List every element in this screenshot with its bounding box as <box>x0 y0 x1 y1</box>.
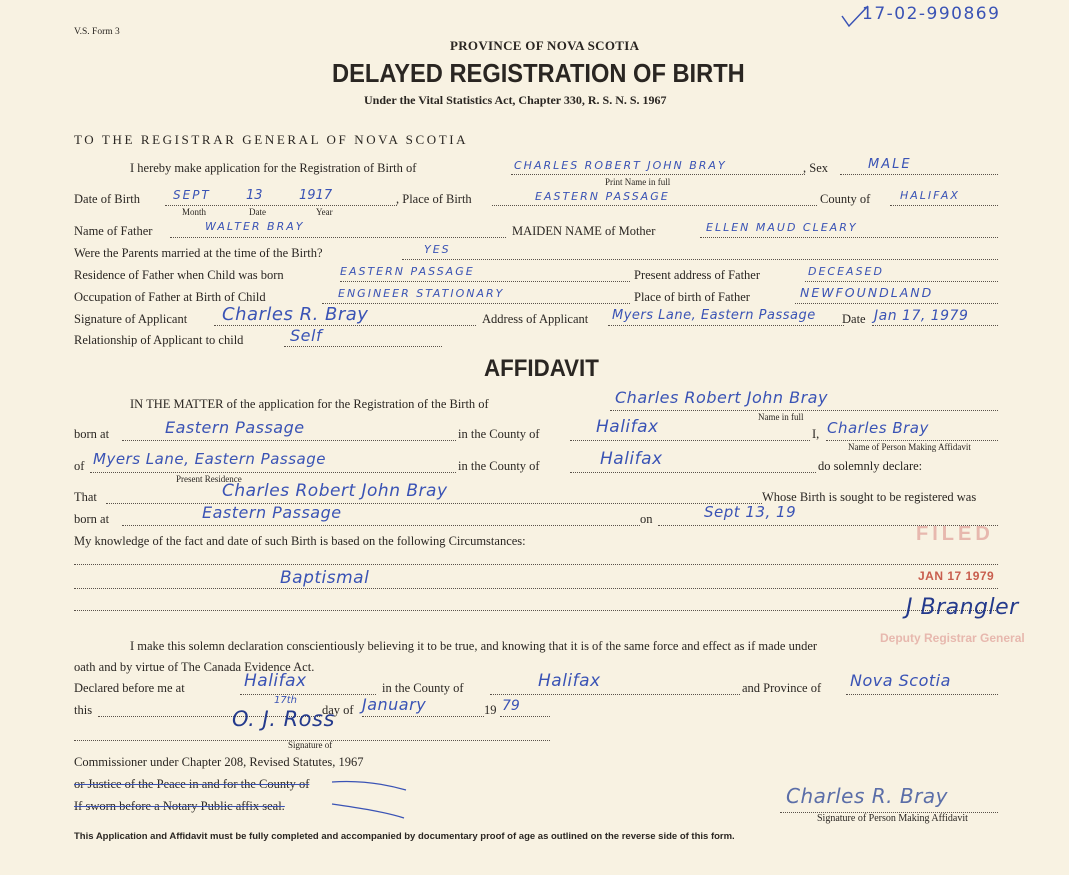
married-label: Were the Parents married at the time of the Birth? <box>74 246 323 260</box>
province-value: Nova Scotia <box>850 671 951 690</box>
born-at-value: Eastern Passage <box>165 418 305 437</box>
relationship-line <box>284 346 442 347</box>
knowledge-label: My knowledge of the fact and date of such Birth is based on the following Circumstances: <box>74 534 526 548</box>
deponent-value: Charles Bray <box>827 419 929 437</box>
matter-name-value: Charles Robert John Bray <box>615 388 828 407</box>
deponent-signature: Charles R. Bray <box>786 784 948 808</box>
dob-line <box>165 205 397 206</box>
born-at-line <box>122 440 456 441</box>
mother-value: ELLEN MAUD CLEARY <box>706 221 858 234</box>
father-present-label: Present address of Father <box>634 268 761 282</box>
father-line <box>170 237 506 238</box>
father-residence-value: EASTERN PASSAGE <box>340 265 475 278</box>
relationship-value: Self <box>290 326 323 345</box>
applicant-address-line <box>608 325 844 326</box>
place-of-birth-line <box>492 205 817 206</box>
stamp-title: Deputy Registrar General <box>880 631 1025 645</box>
commissioner-line-3: If sworn before a Notary Public affix seal. <box>74 799 285 813</box>
declared-at-value: Halifax <box>244 671 307 691</box>
child-name-value: CHARLES ROBERT JOHN BRAY <box>514 159 727 172</box>
county-line <box>890 205 998 206</box>
name-full-caption: Name in full <box>758 412 804 422</box>
residence-value: Myers Lane, Eastern Passage <box>93 450 326 468</box>
county-line-3 <box>570 472 816 473</box>
filed-stamp: FILED <box>916 523 994 545</box>
i-label: I, <box>812 427 820 441</box>
applicant-signature-label: Signature of Applicant <box>74 312 188 326</box>
applicant-signature-value: Charles R. Bray <box>222 304 369 325</box>
month-value: January <box>362 695 427 714</box>
strikeout-mark-icon <box>330 774 410 822</box>
year-value: 79 <box>502 698 520 714</box>
declared-county-value: Halifax <box>538 671 601 691</box>
circumstance-value: Baptismal <box>280 568 370 588</box>
province-heading: PROVINCE OF NOVA SCOTIA <box>450 38 640 53</box>
on-label: on <box>640 512 653 526</box>
addressee: TO THE REGISTRAR GENERAL OF NOVA SCOTIA <box>74 132 469 147</box>
declare-label: do solemnly declare: <box>818 459 923 473</box>
form-subtitle: Under the Vital Statistics Act, Chapter 330, R. S. N. S. 1967 <box>364 93 667 107</box>
deponent-caption: Name of Person Making Affidavit <box>848 442 971 452</box>
mother-line <box>700 237 998 238</box>
dob-year-value: 1917 <box>299 188 333 203</box>
that-label: That <box>74 490 97 504</box>
father-present-value: DECEASED <box>808 265 884 278</box>
declared-at-line <box>240 694 376 695</box>
deponent-line <box>826 440 998 441</box>
commissioner-signature: O. J. Ross <box>232 707 335 731</box>
that-name-value: Charles Robert John Bray <box>222 481 448 501</box>
sex-line <box>840 174 998 175</box>
father-label: Name of Father <box>74 224 153 238</box>
print-name-caption: Print Name in full <box>605 177 671 187</box>
applicant-signature-line <box>214 325 476 326</box>
county-line-2 <box>570 440 810 441</box>
sex-label: , Sex <box>803 161 828 175</box>
solemn-line-1: I make this solemn declaration conscientiously believing it to be true, and knowing that it is of the same force and effect as if made under <box>130 639 818 653</box>
relationship-label: Relationship of Applicant to child <box>74 333 244 347</box>
date-value: Jan 17, 1979 <box>874 308 969 324</box>
affidavit-county2-value: Halifax <box>600 449 663 469</box>
month-caption: Month <box>182 207 207 217</box>
stamp-date: JAN 17 1979 <box>918 569 995 583</box>
father-present-line <box>805 281 998 282</box>
province-line <box>846 694 998 695</box>
married-line <box>402 259 998 260</box>
day-value: 17th <box>274 695 297 706</box>
occupation-label: Occupation of Father at Birth of Child <box>74 290 266 304</box>
whose-birth-label: Whose Birth is sought to be registered was <box>762 490 977 504</box>
year-caption: Year <box>316 207 333 217</box>
deponent-signature-caption: Signature of Person Making Affidavit <box>817 813 968 824</box>
married-value: YES <box>424 243 451 256</box>
father-birthplace-value: NEWFOUNDLAND <box>800 285 934 300</box>
dob-month-value: SEPT <box>173 188 211 202</box>
circumstance-line-1 <box>74 564 998 565</box>
father-value: WALTER BRAY <box>205 220 305 233</box>
circumstance-line-2 <box>74 588 998 589</box>
dob-day-value: 13 <box>246 188 263 203</box>
signature-of-caption: Signature of <box>288 740 333 750</box>
applicant-address-label: Address of Applicant <box>482 312 589 326</box>
county-value: HALIFAX <box>900 189 960 202</box>
commissioner-line-2: or Justice of the Peace in and for the County of <box>74 777 310 791</box>
born-at2-line <box>122 525 640 526</box>
affidavit-title: AFFIDAVIT <box>484 355 599 382</box>
matter-line <box>610 410 998 411</box>
in-county-label: in the County of <box>458 427 540 441</box>
place-of-birth-value: EASTERN PASSAGE <box>535 190 670 203</box>
footer-note: This Application and Affidavit must be fully completed and accompanied by documentary proof of age as outlined on the reverse side of this form. <box>74 831 735 842</box>
year-line <box>500 716 550 717</box>
sex-value: MALE <box>868 157 912 172</box>
file-number: 17-02-990869 <box>862 4 1001 24</box>
father-birthplace-line <box>795 303 998 304</box>
residence-caption: Present Residence <box>176 474 242 484</box>
date-line <box>872 325 998 326</box>
date-caption: Date <box>249 207 266 217</box>
affidavit-county-value: Halifax <box>596 417 659 437</box>
born-at2-value: Eastern Passage <box>202 503 342 522</box>
matter-label: IN THE MATTER of the application for the Registration of the Birth of <box>130 397 489 411</box>
province-label: and Province of <box>742 681 822 695</box>
this-label: this <box>74 703 93 717</box>
place-of-birth-label: , Place of Birth <box>396 192 472 206</box>
of-label: of <box>74 459 85 473</box>
month-line <box>362 716 484 717</box>
residence-line <box>90 472 456 473</box>
in-county-label-2: in the County of <box>458 459 540 473</box>
occupation-value: ENGINEER STATIONARY <box>338 287 505 300</box>
circumstance-line-3 <box>74 610 998 611</box>
dob-label: Date of Birth <box>74 192 140 206</box>
application-intro: I hereby make application for the Registration of Birth of <box>130 161 417 175</box>
father-birthplace-label: Place of birth of Father <box>634 290 750 304</box>
on-date-value: Sept 13, 19 <box>704 503 797 521</box>
child-name-line <box>511 174 805 175</box>
form-number: V.S. Form 3 <box>74 27 120 37</box>
form-title: DELAYED REGISTRATION OF BIRTH <box>332 58 745 88</box>
date-label: Date <box>842 312 866 326</box>
father-residence-line <box>340 281 630 282</box>
year-prefix: 19 <box>484 703 497 717</box>
solemn-line-2: oath and by virtue of The Canada Evidence Act. <box>74 660 315 674</box>
in-county-label-3: in the County of <box>382 681 464 695</box>
declared-label: Declared before me at <box>74 681 185 695</box>
county-label: County of <box>820 192 871 206</box>
applicant-address-value: Myers Lane, Eastern Passage <box>612 308 816 323</box>
day-of-label: day of <box>322 703 354 717</box>
commissioner-line-1: Commissioner under Chapter 208, Revised Statutes, 1967 <box>74 755 364 769</box>
file-checkmark-icon <box>840 4 870 30</box>
registrar-signature: J Brangler <box>906 595 1019 620</box>
occupation-line <box>322 303 630 304</box>
mother-label: MAIDEN NAME of Mother <box>512 224 656 238</box>
father-residence-label: Residence of Father when Child was born <box>74 268 284 282</box>
declared-county-line <box>490 694 740 695</box>
born-at2-label: born at <box>74 512 110 526</box>
born-at-label: born at <box>74 427 110 441</box>
